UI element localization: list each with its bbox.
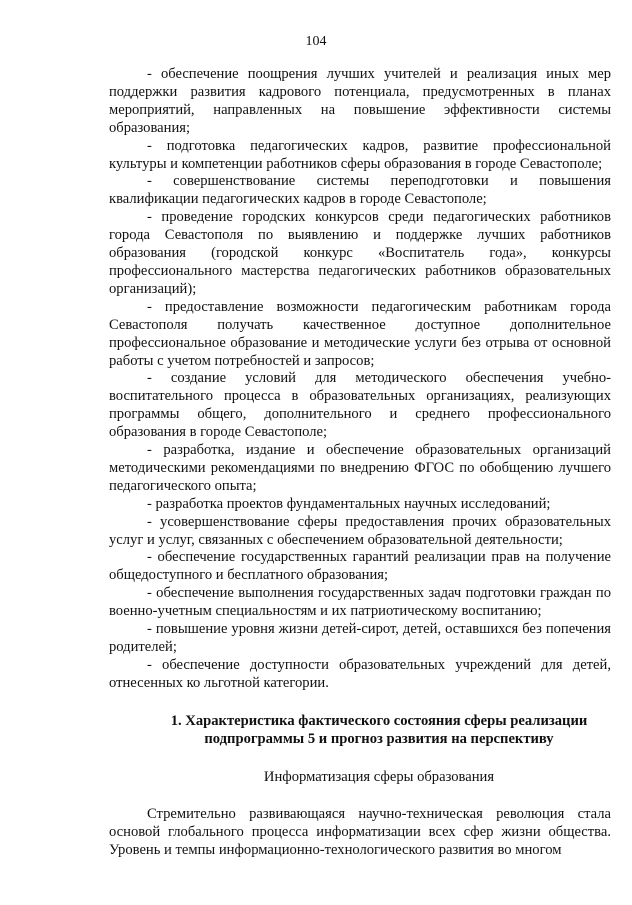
list-item: - разработка проектов фундаментальных научных исследований; <box>147 495 551 512</box>
body-paragraph: Стремительно развивающаяся научно-техническая революция стала основой глобального процесса информатизации всех сфер жизни общества. Уровень и темпы информационно-технологического развития во многом <box>109 806 611 859</box>
list-item: - обеспечение поощрения лучших учителей и реализация иных мер поддержки развития кадрового потенциала, предусмотренных в планах мероприятий, направленных на повышение эффективности системы образования; <box>109 66 611 136</box>
list-item: - разработка, издание и обеспечение образовательных организаций методическими рекомендациями по внедрению ФГОС по обобщению лучшего педагогического опыта; <box>109 442 611 494</box>
list-item: - повышение уровня жизни детей-сирот, детей, оставшихся без попечения родителей; <box>109 621 611 655</box>
list-item: - обеспечение государственных гарантий реализации прав на получение общедоступного и бесплатного образования; <box>109 549 611 584</box>
list-item: - усовершенствование сферы предоставления прочих образовательных услуг и услуг, связанных с обеспечением образовательной деятельности; <box>109 513 611 548</box>
page-content <box>109 66 611 860</box>
list-item: - обеспечение выполнения государственных задач подготовки граждан по военно-учетным специальностям и их патриотическому воспитанию; <box>109 585 611 620</box>
list-item: - совершенствование системы переподготовки и повышения квалификации педагогических кадров в городе Севастополе; <box>109 173 611 208</box>
section-heading-line: подпрограммы 5 и прогноз развития на перспективу <box>204 730 554 747</box>
section-heading <box>109 713 611 749</box>
list-item: - проведение городских конкурсов среди педагогических работников города Севастополя по выявлению и поддержке лучших работников образования (городской конкурс «Воспитатель года», конкурсы профессионального мастерства педагогических работников образовательных организаций); <box>109 209 611 297</box>
list-item: - создание условий для методического обеспечения учебно-воспитательного процесса в образовательных организациях, реализующих программы общего, дополнительного и среднего профессионального образования в городе Севастополе; <box>109 370 611 441</box>
page-number: 104 <box>305 34 327 49</box>
list-item: - обеспечение доступности образовательных учреждений для детей, отнесенных ко льготной категории. <box>109 656 611 691</box>
section-heading-line: 1. Характеристика фактического состояния сферы реализации <box>170 712 588 729</box>
list-item: - предоставление возможности педагогическим работникам города Севастополя получать качественное доступное дополнительное профессиональное образование и методические услуги без отрыва от основной работы с учетом потребностей и запросов; <box>109 298 611 369</box>
list-item: - подготовка педагогических кадров, развитие профессиональной культуры и компетенции работников сферы образования в городе Севастополе; <box>109 137 611 172</box>
subsection-heading: Информатизация сферы образования <box>263 768 495 785</box>
